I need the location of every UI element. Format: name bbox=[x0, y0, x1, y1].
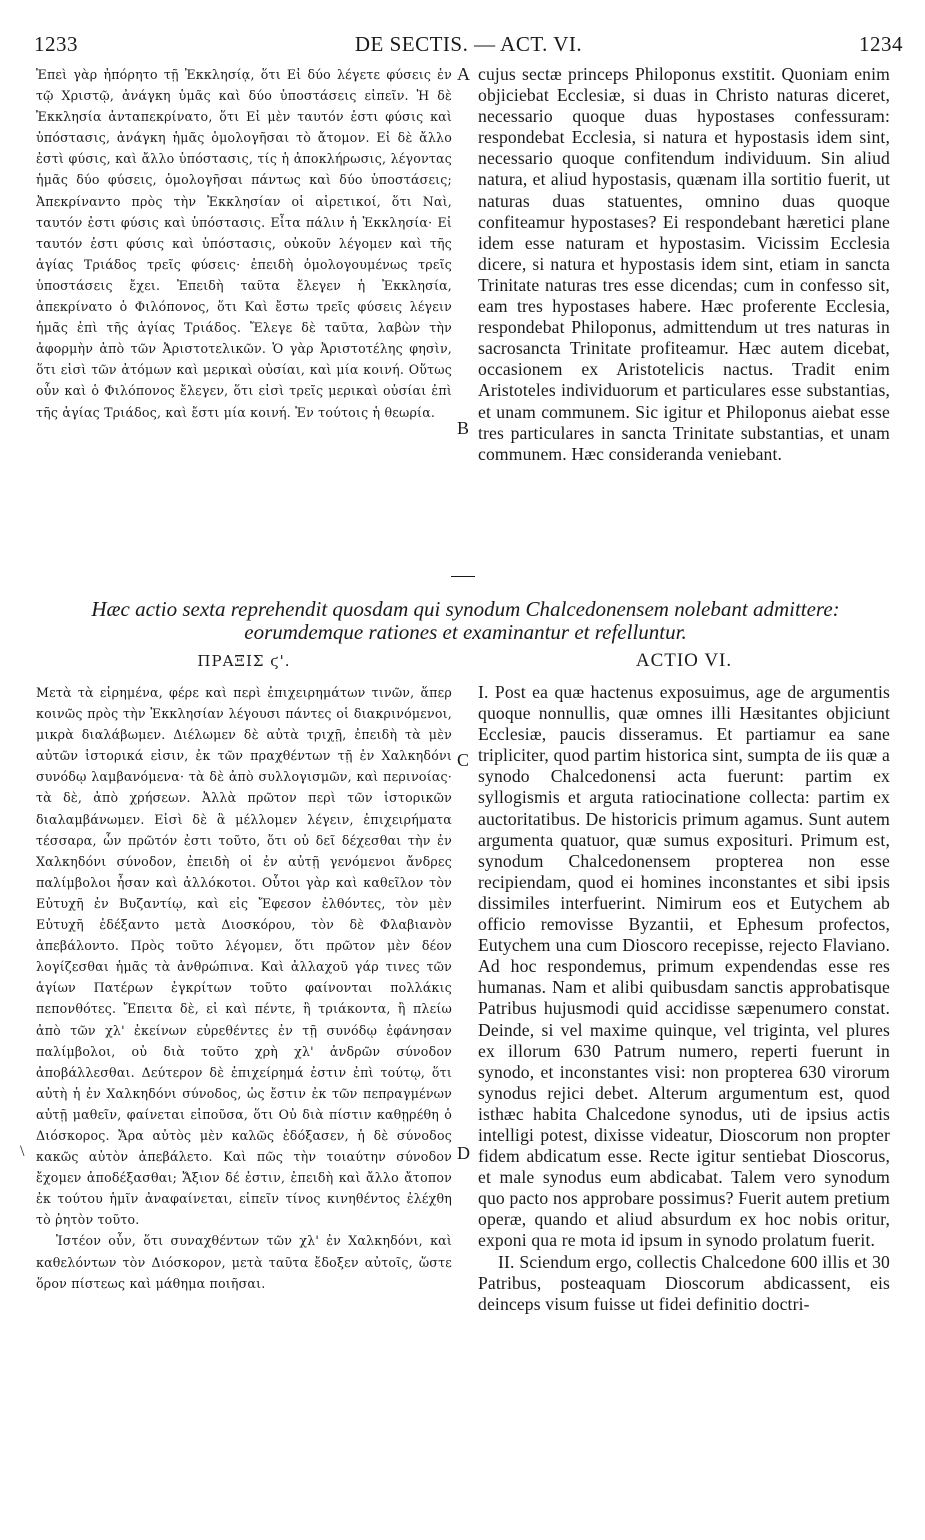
greek-paragraph-2: Ἰστέον οὖν, ὅτι συναχθέντων τῶν χλ' ἐν Χαλκηδόνι, καὶ καθελόντων τὸν Διόσκορον, μετὰ ταῦτα ἔδοξεν αὐτοῖς, ὥστε ὅρον πίστεως καὶ μάθημα ποιῆσαι. bbox=[36, 1233, 452, 1291]
section1-latin-column bbox=[478, 64, 890, 569]
margin-marker-a: A bbox=[457, 64, 470, 84]
margin-marker-b: B bbox=[457, 418, 470, 438]
act-summary bbox=[36, 598, 895, 644]
page-number-right: 1234 bbox=[859, 32, 903, 56]
running-header bbox=[34, 32, 903, 58]
section2-latin-column bbox=[478, 682, 890, 1522]
stray-mark: \ bbox=[20, 1143, 25, 1160]
running-title: DE SECTIS. — ACT. VI. bbox=[354, 32, 583, 56]
latin-paragraph-2: II. Sciendum ergo, collectis Chalcedone 600 illis et 30 Patribus, posteaquam Dioscorum abdicassent, eis deinceps visum fuisse ut fidei definitio doctri- bbox=[478, 1251, 890, 1314]
summary-line-1: Hæc actio sexta reprehendit quosdam qui synodum Chalcedonensem nolebant admittere: bbox=[91, 597, 840, 621]
margin-marker-c: C bbox=[457, 750, 470, 770]
act-title-greek: ΠΡΑΞΙΣ ϛ'. bbox=[197, 652, 291, 670]
greek-paragraph: Ἐπεὶ γὰρ ἠπόρητο τῇ Ἐκκλησίᾳ, ὅτι Εἰ δύο λέγετε φύσεις ἐν τῷ Χριστῷ, ἀνάγκη ὑμᾶς καὶ δύο ὑποστάσεις εἰπεῖν. Ἡ δὲ Ἐκκλησία ἀνταπεκρίνατο, ὅτι Εἰ μὲν ταυτόν ἐστι φύσις καὶ ὑπόστασις, ἀνάγκη ἡμᾶς ὁμολογῆσαι τὸ ἄτομον. Εἰ δὲ ἄλλο ἐστὶ φύσις, καὶ ἄλλο ὑπόστασις, τίς ἡ ἀποκλήρωσις, λέγοντας ἡμᾶς δύο φύσεις, ὁμολογῆσαι πάντως καὶ δύο ὑποστάσεις; Ἀπεκρίναντο πρὸς τὴν Ἐκκλησίαν οἱ αἱρετικοί, ὅτι Ναὶ, ταυτόν ἐστι φύσις καὶ ὑπόστασις. Εἶτα πάλιν ἡ Ἐκκλησία· Εἰ ταυτόν ἐστι φύσις καὶ ὑπόστασις, οὐκοῦν λέγομεν καὶ τῆς ἁγίας Τριάδος τρεῖς φύσεις· ἐπειδὴ ὁμολογουμένως τρεῖς ὑποστάσεις ἔχει. Ἐπειδὴ ταῦτα ἔλεγεν ἡ Ἐκκλησία, ἀπεκρίνατο ὁ Φιλόπονος, ὅτι Καὶ ἔστω τρεῖς φύσεις λέγειν ἡμᾶς ἐπὶ τῆς ἁγίας Τριάδος. Ἔλεγε δὲ ταῦτα, λαβὼν τὴν ἀφορμὴν ἀπὸ τῶν Ἀριστοτελικῶν. Ὁ γὰρ Ἀριστοτέλης φησὶν, ὅτι εἰσὶ τῶν ἀτόμων καὶ μερικαὶ οὐσίαι, καὶ μία κοινή. Οὕτως οὖν καὶ ὁ Φιλόπονος ἔλεγεν, ὅτι εἰσὶ τρεῖς μερικαὶ οὐσίαι ἐπὶ τῆς ἁγίας Τριάδος, καὶ ἔστι μία κοινή. Ἐν τούτοις ἡ θεωρία. bbox=[36, 67, 452, 420]
page-number-left: 1233 bbox=[34, 32, 78, 56]
latin-paragraph-1: I. Post ea quæ hactenus exposuimus, age de argumentis quoque nonnullis, quæ omnes illi Hæsitantes objiciunt Ecclesiæ, paucis disseramus. Et partiamur ea sane tripliciter, quod partim historica sint, sumpta de iis quæ a synodo Chalcedonensi acta fuerunt: partim ex syllogismis et arguta ratiocinatione collecta: partim ex auctoritatibus. De historicis primum agamus. Sunt autem argumenta quatuor, quæ sumus exposituri. Primum est, synodum Chalcedonensem propterea non esse recipiendam, quod ei homines inconstantes et sibi ipsis dissimiles interfuerint. Nimirum eos et Eutychem ab officio removisse Byzantii, et Ephesum profectos, Eutychem una cum Dioscoro recepisse, rejecto Flaviano. Ad hoc respondemus, primum expendendas esse res humanas. Nam et alibi quibusdam sanctis approbatisque Patribus hujusmodi quid accidisse sæpenumero constat. Deinde, si vel maxime quinque, vel triginta, vel plures ex illorum 630 Patrum numero, reperti fuerunt in synodo, et inconstantes visi: non propterea 630 virorum synodus rejici debet. Alterum argumentum est, quod isthæc habita Chalcedone synodus, uti de ipsius actis intelligi potest, dixisse videatur, Dioscorum non propter fidem abdicatum esse. Recte igitur sentiebat Dioscorus, et male synodus eum abdicabat. Talem vero synodum quo pacto nos approbare possimus? Fuerit autem pretium operæ, quando et aliud absurdum ex hoc nobis oritur, exponi qua re mota id ipsum in synodo prolatum fuerit. bbox=[478, 682, 890, 1251]
section-separator bbox=[451, 576, 475, 577]
greek-paragraph-1: Μετὰ τὰ εἰρημένα, φέρε καὶ περὶ ἐπιχειρημάτων τινῶν, ἅπερ κοινῶς πρὸς τὴν Ἐκκλησίαν λέγουσι πάντες οἱ διακρινόμενοι, μικρὰ διαλάβωμεν. Διέλωμεν δὲ αὐτὰ τριχῇ, ἐπειδὴ τὰ μὲν αὐτῶν ἱστορικά εἰσιν, ἐκ τῶν πραχθέντων τῇ ἐν Χαλκηδόνι συνόδῳ λαμβανόμενα· τὰ δὲ ἀπὸ συλλογισμῶν, καὶ περινοίας· τὰ δὲ, ἀπὸ χρήσεων. Ἀλλὰ πρῶτον περὶ τῶν ἱστορικῶν διαλαμβάνωμεν. Εἰσὶ δὲ ἃ μέλλομεν λέγειν, ἐπιχειρήματα τέσσαρα, ὧν πρῶτόν ἐστι τοῦτο, ὅτι οὐ δεῖ δέχεσθαι τὴν ἐν Χαλκηδόνι σύνοδον, ἐπειδὴ οἱ ἐν αὐτῇ γενόμενοι ἄνδρες παλίμβολοι ἦσαν καὶ ἀλλόκοτοι. Οὗτοι γὰρ καὶ καθεῖλον τὸν Εὐτυχῆ ἐν Βυζαντίῳ, καὶ εἰς Ἔφεσον ἐλθόντες, τὸν μὲν Εὐτυχῆ ἐδέξαντο μετὰ Διοσκόρου, τὸν δὲ Φλαβιανὸν ἀπεβάλοντο. Πρὸς τοῦτο λέγομεν, ὅτι πρῶτον μὲν δέον λογίζεσθαι ἡμᾶς τὰ ἀνθρώπινα. Καὶ ἀλλαχοῦ γάρ τινες τῶν ἁγίων Πατέρων ἐγκρίτων τοῦτο φαίνονται πολλάκις πεπονθότες. Ἔπειτα δὲ, εἰ καὶ πέντε, ἢ τριάκοντα, ἢ πλείω ἀπὸ τῶν χλ' ἐκείνων εὑρεθέντες ἐν τῇ συνόδῳ ἐφάνησαν παλίμβολοι, οὐ διὰ τοῦτο χρὴ χλ' ἀνδρῶν σύνοδον ἀποβάλλεσθαι. Δεύτερον δὲ ἐπιχείρημά ἐστιν ἐπὶ τούτῳ, ὅτι αὐτὴ ἡ ἐν Χαλκηδόνι σύνοδος, ὡς ἔστιν ἐκ τῶν πεπραγμένων αὐτῇ μαθεῖν, φαίνεται εἰποῦσα, ὅτι Οὐ διὰ πίστιν καθῃρέθη ὁ Διόσκορος. Ἄρα αὐτὸς μὲν καλῶς ἐδόξασεν, ἡ δὲ σύνοδος κακῶς αὐτὸν ἀπεβάλετο. Καὶ πῶς τὴν τοιαύτην σύνοδον ἔχομεν ἀποδέξασθαι; Ἄξιον δέ ἐστιν, ἐπειδὴ καὶ ἄλλο ἄτοπον ἐκ τούτου ἡμῖν ἀναφαίνεται, εἰπεῖν τίνος κινηθέντος ἐλέχθη τὸ ῥητὸν τοῦτο. bbox=[36, 685, 452, 1228]
latin-paragraph: cujus sectæ princeps Philoponus exstitit. Quoniam enim objiciebat Ecclesiæ, si duas in Christo naturas diceret, necessario quoque duas hypostases confessuram: respondebat Ecclesia, si natura et hypostasis idem sint, necessario quoque confitendum individuum. Sin aliud natura, et aliud hypostasis, quænam illa sortitio fuerit, ut naturas duas statuentes, omnino duas quoque confiteamur hypostases? Ei respondebant hæretici plane idem esse naturam et hypostasim. Vicissim Ecclesia dicere, si natura et hypostasis idem sint, etiam in sancta Trinitate naturas tres esse dicendas; cum in confesso sit, eam tres hypostases habere. Hæc proferente Ecclesia, respondebat Philoponus, admittendum ut tres naturas in sacrosancta Trinitate profiteamur. Hæc autem dicebat, occasionem ex Aristotelicis nactus. Tradit enim Aristoteles individuorum et particulares esse substantias, et unam communem. Sic igitur et Philoponus aiebat esse tres particulares in sancta Trinitate substantias, et unam communem. Hæc consideranda veniebant. bbox=[478, 64, 890, 464]
section2-greek-column bbox=[36, 682, 452, 1522]
section1-greek-column bbox=[36, 64, 452, 569]
summary-line-2: eorumdemque rationes et examinantur et refelluntur. bbox=[244, 620, 687, 644]
act-title-latin: ACTIO VI. bbox=[635, 650, 733, 671]
margin-marker-d: D bbox=[457, 1143, 470, 1163]
